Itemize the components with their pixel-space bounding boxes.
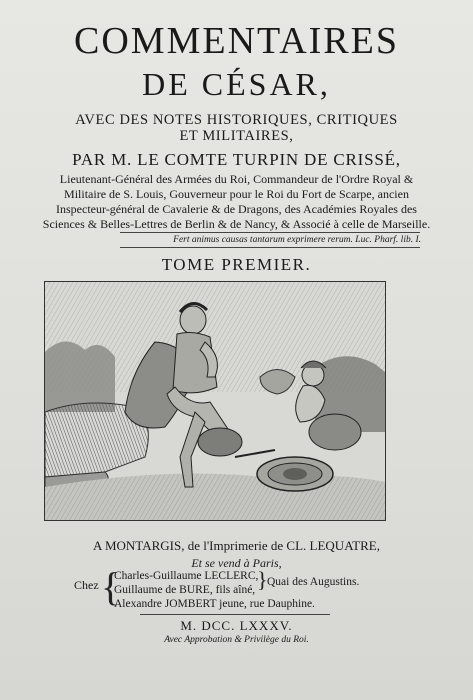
title-line-2: DE CÉSAR, xyxy=(142,66,331,102)
rule-top xyxy=(120,232,420,233)
author-title-2: Militaire de S. Louis, Gouverneur pour le Roi du Fort de Scarpe, ancien xyxy=(64,187,409,201)
epigraph: Fert animus causas tantarum exprimere rerum. Luc. Pharf. lib. I. xyxy=(173,235,421,245)
publication-date: M. DCC. LXXXV. xyxy=(180,618,293,633)
author-name: PAR M. LE COMTE TURPIN DE CRISSÉ, xyxy=(72,150,401,169)
subtitle-line-2: ET MILITAIRES, xyxy=(179,128,294,144)
seller-1: Charles-Guillaume LECLERC, xyxy=(114,570,259,582)
author-title-4: Sciences & Belles-Lettres de Berlin & de Nancy, & Associé à celle de Marseille. xyxy=(42,217,431,231)
seller-2: Guillaume de BURE, fils aîné, xyxy=(114,584,256,596)
author-title-1: Lieutenant-Général des Armées du Roi, Commandeur de l'Ordre Royal & xyxy=(59,172,414,186)
seller-3: Alexandre JOMBERT jeune, rue Dauphine. xyxy=(114,598,315,610)
title-line-1: COMMENTAIRES xyxy=(74,20,399,62)
engraved-vignette xyxy=(44,281,386,521)
imprint-place: A MONTARGIS, de l'Imprimerie de CL. LEQUATRE, xyxy=(93,538,380,553)
author-title-3: Inspecteur-général de Cavalerie & de Dragons, des Académies Royales des xyxy=(56,202,417,216)
imprint-sold: Et se vend à Paris, xyxy=(191,556,282,570)
right-brace-icon: } xyxy=(257,567,268,592)
chez-label: Chez xyxy=(74,578,99,592)
rule-bottom xyxy=(120,247,420,248)
subtitle-line-1: AVEC DES NOTES HISTORIQUES, CRITIQUES xyxy=(75,112,398,128)
quai-label: Quai des Augustins. xyxy=(267,576,360,588)
engraving-illustration xyxy=(45,282,385,520)
left-brace-icon: { xyxy=(101,564,121,609)
privilege-line: Avec Approbation & Privilège du Roi. xyxy=(164,635,309,645)
volume-label: TOME PREMIER. xyxy=(161,255,312,274)
rule-imprint xyxy=(140,614,330,615)
